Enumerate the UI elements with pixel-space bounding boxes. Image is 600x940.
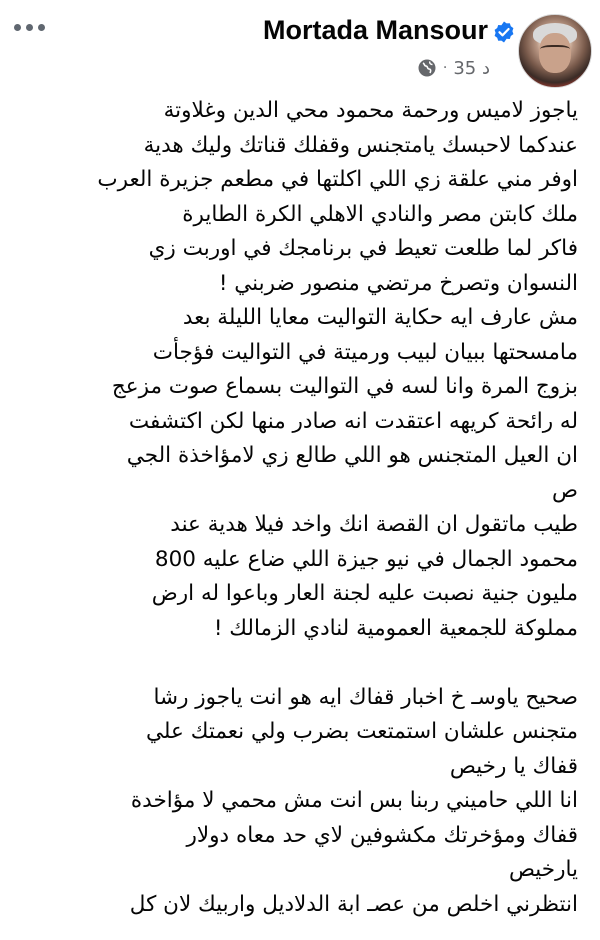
- verified-badge-icon: [492, 20, 516, 44]
- post-meta: [417, 56, 490, 80]
- post-body-text: ياجوز لاميس ورحمة محمود محي الدين وغلاوتة عندكما لاحبسك يامتجنس وقفلك قناتك وليك هدية اوفر مني علقة زي اللي اكلتها في مطعم جزيرة العرب ملك كابتن مصر والنادي الاهلي الكرة الطايرة فاكر لما طلعت تعيط في برنامجك في اوربت زي النسوان وتصرخ مرتضي منصور ضربني ! مش عارف ايه حكاية التواليت معايا الليلة بعد مامسحتها ببيان لبيب ورميتة في التواليت فؤجأت بزوج المرة وانا لسه في التواليت بسماع صوت مزعج له رائحة كريهه اعتقدت انه صادر منها لكن اكتشفت ان العيل المتجنس هو اللي طالع زي لامؤاخذة الجي ص طيب ماتقول ان القصة انك واخد فيلا هدية عند محمود الجمال في نيو جيزة اللي ضاع عليه 800 مليون جنية نصبت عليه لجنة العار وباعوا له ارض مملوكة للجمعية العمومية لنادي الزمالك ! صحيح ياوسـ خ اخبار قفاك ايه هو انت ياجوز رشا متجنس علشان استمتعت بضرب ولي نعمتك علي قفاك يا رخيص انا اللي حاميني ربنا بس انت مش محمي لا مؤاخدة قفاك ومؤخرتك مكشوفين لاي حد معاه دولار يارخيص انتظرني اخلص من عصـ ابة الدلاديل واربيك لان كل: [97, 98, 578, 917]
- globe-icon[interactable]: [417, 58, 437, 78]
- meta-separator: ·: [442, 60, 448, 76]
- author-avatar[interactable]: [518, 14, 592, 88]
- more-options-icon[interactable]: [14, 24, 45, 31]
- post-header: [0, 0, 600, 90]
- author-name[interactable]: Mortada Mansour: [262, 15, 488, 45]
- post-timestamp[interactable]: 35 د: [453, 57, 490, 79]
